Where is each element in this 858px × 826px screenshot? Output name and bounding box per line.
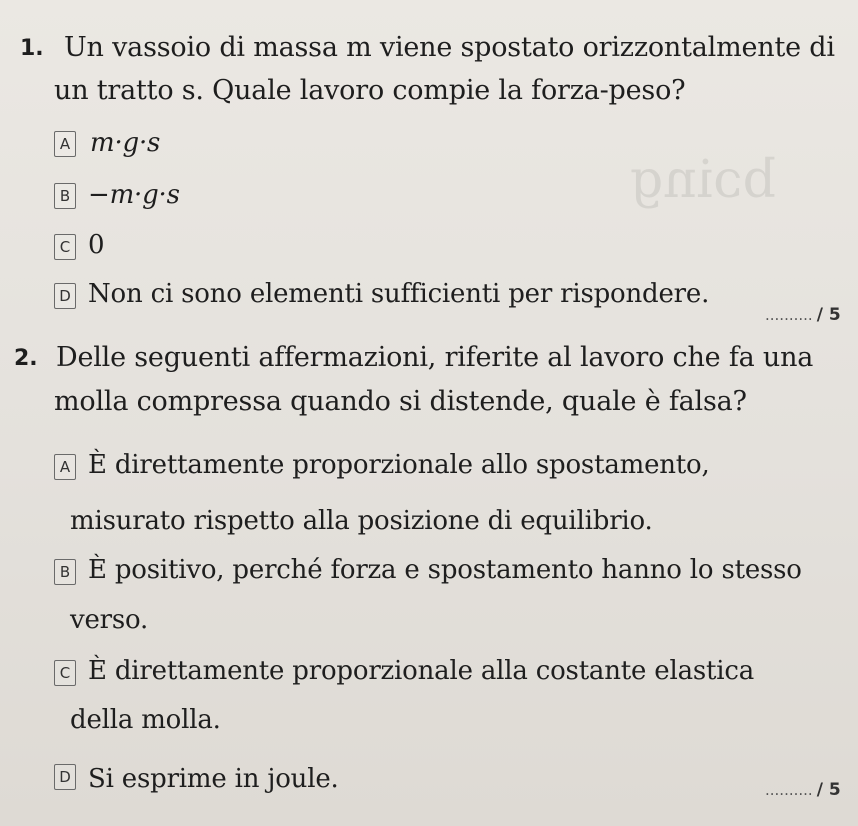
q2-score-label: / 5 <box>816 780 841 800</box>
question-1-text-line2: un tratto s. Quale lavoro compie la forza-peso? <box>54 75 686 106</box>
question-1-text-line1: Un vassoio di massa m viene spostato orizzontalmente di <box>64 32 835 63</box>
bleed-through-text: bɔing <box>630 150 776 210</box>
q2-option-b-line1: È positivo, perché forza e spostamento hanno lo stesso <box>88 555 802 585</box>
question-1-number: 1. <box>20 36 44 61</box>
q1-score-label: / 5 <box>816 305 841 325</box>
q1-option-d-text: Non ci sono elementi sufficienti per rispondere. <box>88 279 710 309</box>
q2-option-d-text: Si esprime in joule. <box>88 764 339 794</box>
q2-option-c-line2: della molla. <box>70 705 221 735</box>
q2-option-c-line1: È direttamente proporzionale alla costante elastica <box>88 656 755 686</box>
q2-option-a-box[interactable]: A <box>54 454 76 480</box>
q2-option-a-line1: È direttamente proporzionale allo spostamento, <box>88 450 710 480</box>
q2-score <box>765 780 841 800</box>
q1-score-dots: .......... <box>765 306 813 324</box>
q1-option-a-text: m·g·s <box>90 128 161 158</box>
q2-option-b-box[interactable]: B <box>54 559 76 585</box>
question-2-text-line2: molla compressa quando si distende, quale è falsa? <box>54 386 747 417</box>
q1-option-c-box[interactable]: C <box>54 234 76 260</box>
q1-option-d-box[interactable]: D <box>54 283 76 309</box>
q2-option-b-line2: verso. <box>70 605 149 635</box>
q2-option-a-line2: misurato rispetto alla posizione di equilibrio. <box>70 506 653 536</box>
q2-option-d-box[interactable]: D <box>54 764 76 790</box>
q1-option-b-box[interactable]: B <box>54 183 76 209</box>
q1-option-a-box[interactable]: A <box>54 131 76 157</box>
q2-score-dots: .......... <box>765 781 813 799</box>
q1-option-c-text: 0 <box>88 230 105 260</box>
q1-score <box>765 305 841 325</box>
question-2-number: 2. <box>14 346 38 371</box>
question-2-text-line1: Delle seguenti affermazioni, riferite al lavoro che fa una <box>56 342 814 373</box>
q2-option-c-box[interactable]: C <box>54 660 76 686</box>
q1-option-b-text: −m·g·s <box>88 180 180 210</box>
